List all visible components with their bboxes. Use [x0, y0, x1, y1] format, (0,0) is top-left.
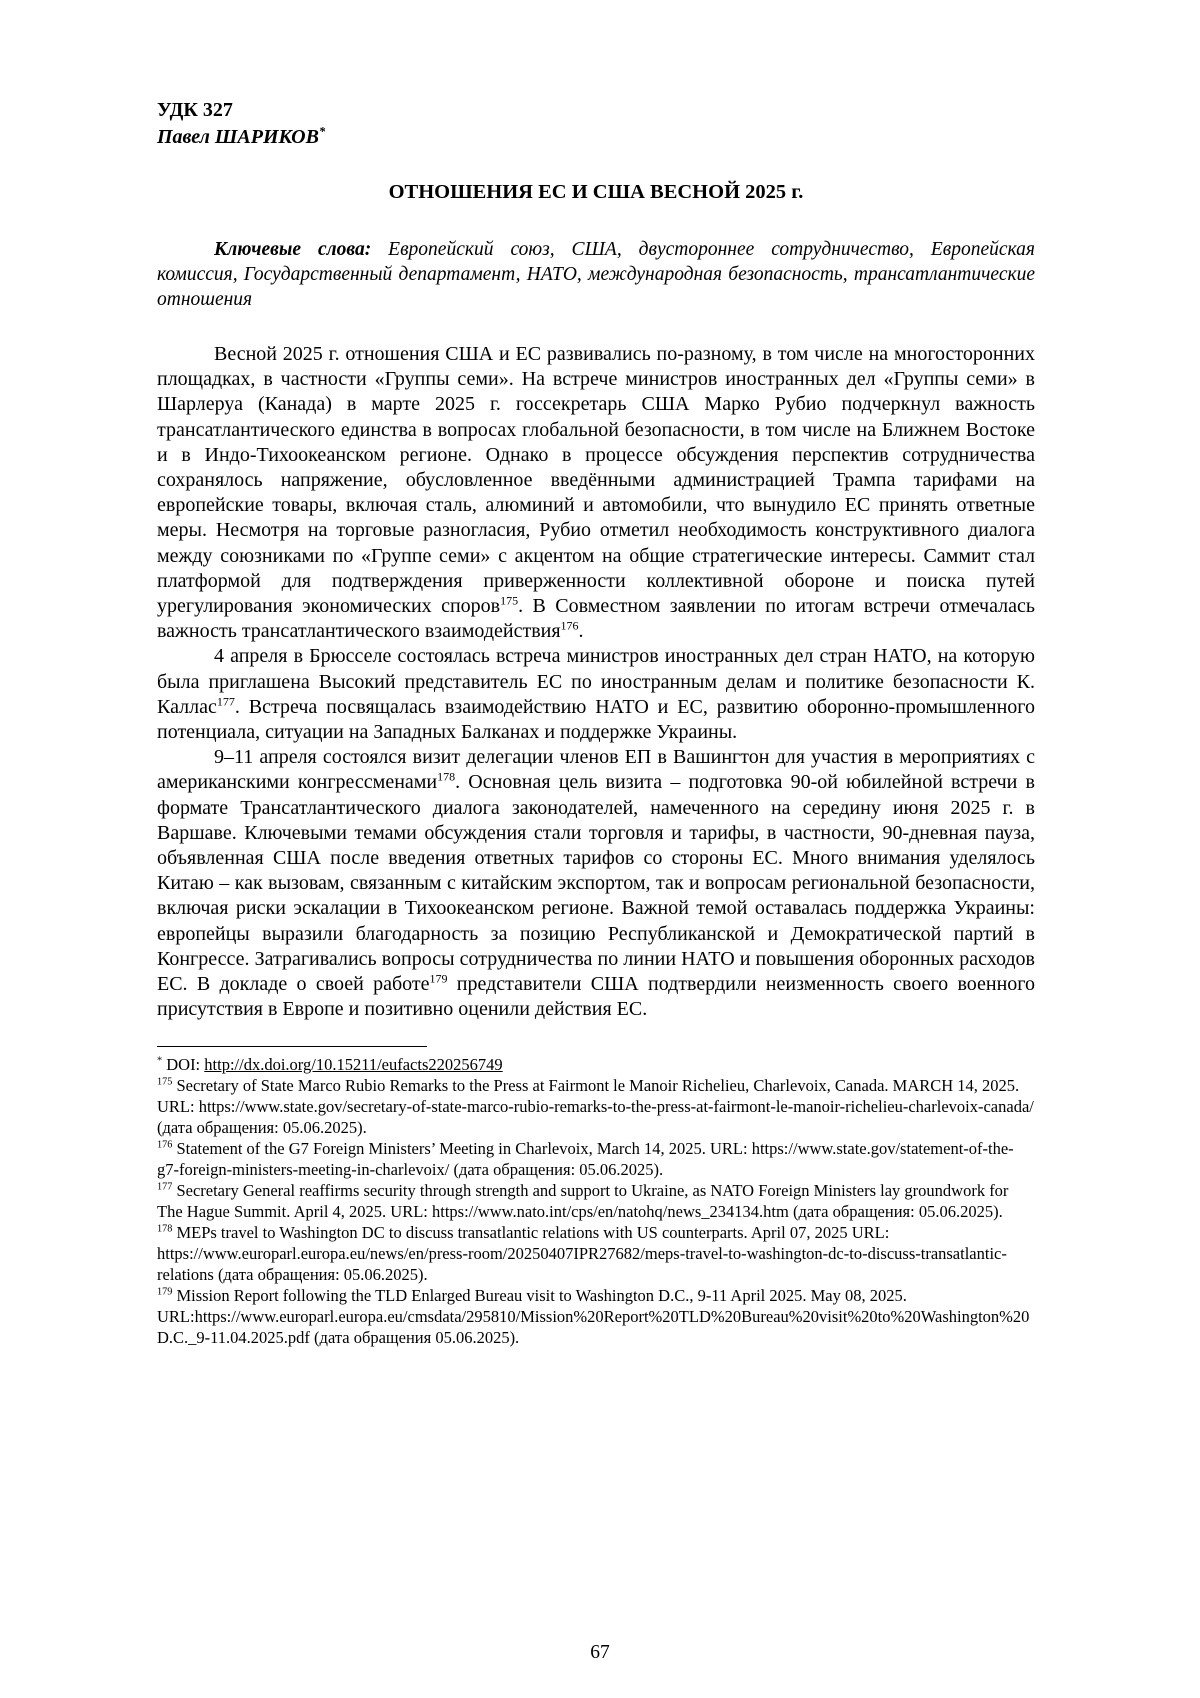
footnote: * DOI: http://dx.doi.org/10.15211/eufacts220256749 — [157, 1055, 503, 1075]
udc-number: УДК 327 — [157, 99, 233, 121]
footnote-marker: 179 — [157, 1286, 173, 1298]
keywords-text: Европейский союз, США, двустороннее сотрудничество, Европейская комиссия, Государственный департамент, НАТО, международная безопасность, трансатлантические отношения — [157, 239, 1035, 310]
footnote-marker: 177 — [157, 1181, 173, 1193]
footnote-marker: 175 — [157, 1076, 173, 1088]
footnote-reference: 178 — [437, 769, 456, 784]
doi-link[interactable]: http://dx.doi.org/10.15211/eufacts220256749 — [204, 1055, 503, 1075]
keywords-paragraph — [157, 237, 1035, 312]
footnote-marker: 176 — [157, 1139, 173, 1151]
footnote: $^{179}$ Mission Report following the TLD Enlarged Bureau visit to Washington D.C., 9-11 April 2025. May 08, 2025. URL:https://www.europarl.europa.eu/cmsdata/295810/Mission%20Report%20TLD%20Bureau%20visit%20to%20Washington%20D.C._9-11.04.2025.pdf (дата обращения 05.06.2025). — [157, 1286, 1030, 1348]
author-line — [157, 125, 1035, 150]
article-body — [157, 342, 1035, 1022]
footnote-reference: 175 — [500, 593, 519, 608]
footnote: $^{177}$ Secretary General reaffirms security through strength and support to Ukraine, as NATO Foreign Ministers lay groundwork for The Hague Summit. April 4, 2025. URL: https://www.nato.int/cps/en/natohq/news_234134.htm (дата обращения: 05.06.2025). — [157, 1181, 1009, 1222]
keywords-label: Ключевые слова: — [214, 239, 372, 260]
footnote: $^{176}$ Statement of the G7 Foreign Ministers’ Meeting in Charlevoix, March 14, 2025. URL: https://www.state.gov/statement-of-the-g7-foreign-ministers-meeting-in-charlevoix/ (дата обращения: 05.06.2025). — [157, 1139, 1014, 1180]
footnote-reference: 177 — [216, 694, 235, 709]
footnote-separator — [157, 1046, 427, 1047]
footnotes-section — [157, 1054, 1035, 1348]
author-footnote-mark: * — [318, 124, 326, 139]
footnote-reference: 176 — [560, 618, 579, 633]
footnote-marker: * — [157, 1055, 163, 1067]
article-title: ОТНОШЕНИЯ ЕС И США ВЕСНОЙ 2025 г. — [388, 181, 804, 203]
footnote: $^{178}$ MEPs travel to Washington DC to discuss transatlantic relations with US counterparts. April 07, 2025 URL: https://www.europarl.europa.eu/news/en/press-room/20250407IPR27682/meps-travel-to-washington-dc-to-discuss-transatlantic-relations (дата обращения: 05.06.2025). — [157, 1223, 1007, 1285]
body-paragraph: 9–11 апреля состоялся визит делегации членов ЕП в Вашингтон для участия в мероприятиях с американскими конгрессменами$^{178}$. Основная цель визита – подготовка 90-ой юбилейной встречи в формате Трансатлантического диалога законодателей, намеченного на середину июня 2025 г. в Варшаве. Ключевыми темами обсуждения стали торговля и тарифы, в частности, 90-дневная пауза, объявленная США после введения ответных тарифов со стороны ЕС. Много внимания уделялось Китаю – как вызовам, связанным с китайским экспортом, так и вопросам региональной безопасности, включая риски эскалации в Тихоокеанском регионе. Важной темой оставалась поддержка Украины: европейцы выразили благодарность за позицию Республиканской и Демократической партий в Конгрессе. Затрагивались вопросы сотрудничества по линии НАТО и повышения оборонных расходов ЕС. В докладе о своей работе$^{179}$ представители США подтвердили неизменность своего военного присутствия в Европе и позитивно оценили действия ЕС. — [157, 746, 1035, 1021]
body-paragraph: 4 апреля в Брюсселе состоялась встреча министров иностранных дел стран НАТО, на которую была приглашена Высокий представитель ЕС по иностранным делам и политике безопасности К. Каллас$^{177}$. Встреча посвящалась взаимодействию НАТО и ЕС, развитию оборонно-промышленного потенциала, ситуации на Западных Балканах и поддержке Украины. — [157, 645, 1035, 744]
footnote-marker: 178 — [157, 1223, 173, 1235]
footnote: $^{175}$ Secretary of State Marco Rubio Remarks to the Press at Fairmont le Manoir Richelieu, Charlevoix, Canada. MARCH 14, 2025. URL: https://www.state.gov/secretary-of-state-marco-rubio-remarks-to-the-press-at-fairmont-le-manoir-richelieu-charlevoix-canada/ (дата обращения: 05.06.2025). — [157, 1076, 1034, 1138]
author-name: Павел ШАРИКОВ — [157, 126, 319, 148]
footnote-reference: 179 — [429, 971, 448, 986]
page-number: 67 — [590, 1642, 610, 1663]
body-paragraph: Весной 2025 г. отношения США и ЕС развивались по-разному, в том числе на многосторонних площадках, в частности «Группы семи». На встрече министров иностранных дел «Группы семи» в Шарлеруа (Канада) в марте 2025 г. госсекретарь США Марко Рубио подчеркнул важность трансатлантического единства в вопросах глобальной безопасности, в том числе на Ближнем Востоке и в Индо-Тихоокеанском регионе. Однако в процессе обсуждения перспектив сотрудничества сохранялось напряжение, обусловленное введёнными администрацией Трампа тарифами на европейские товары, включая сталь, алюминий и автомобили, что вынудило ЕС принять ответные меры. Несмотря на торговые разногласия, Рубио отметил необходимость конструктивного диалога между союзниками по «Группе семи» с акцентом на общие стратегические интересы. Саммит стал платформой для подтверждения приверженности коллективной обороне и поиска путей урегулирования экономических споров$^{175}$. В Совместном заявлении по итогам встречи отмечалась важность трансатлантического взаимодействия$^{176}$. — [157, 343, 1035, 643]
